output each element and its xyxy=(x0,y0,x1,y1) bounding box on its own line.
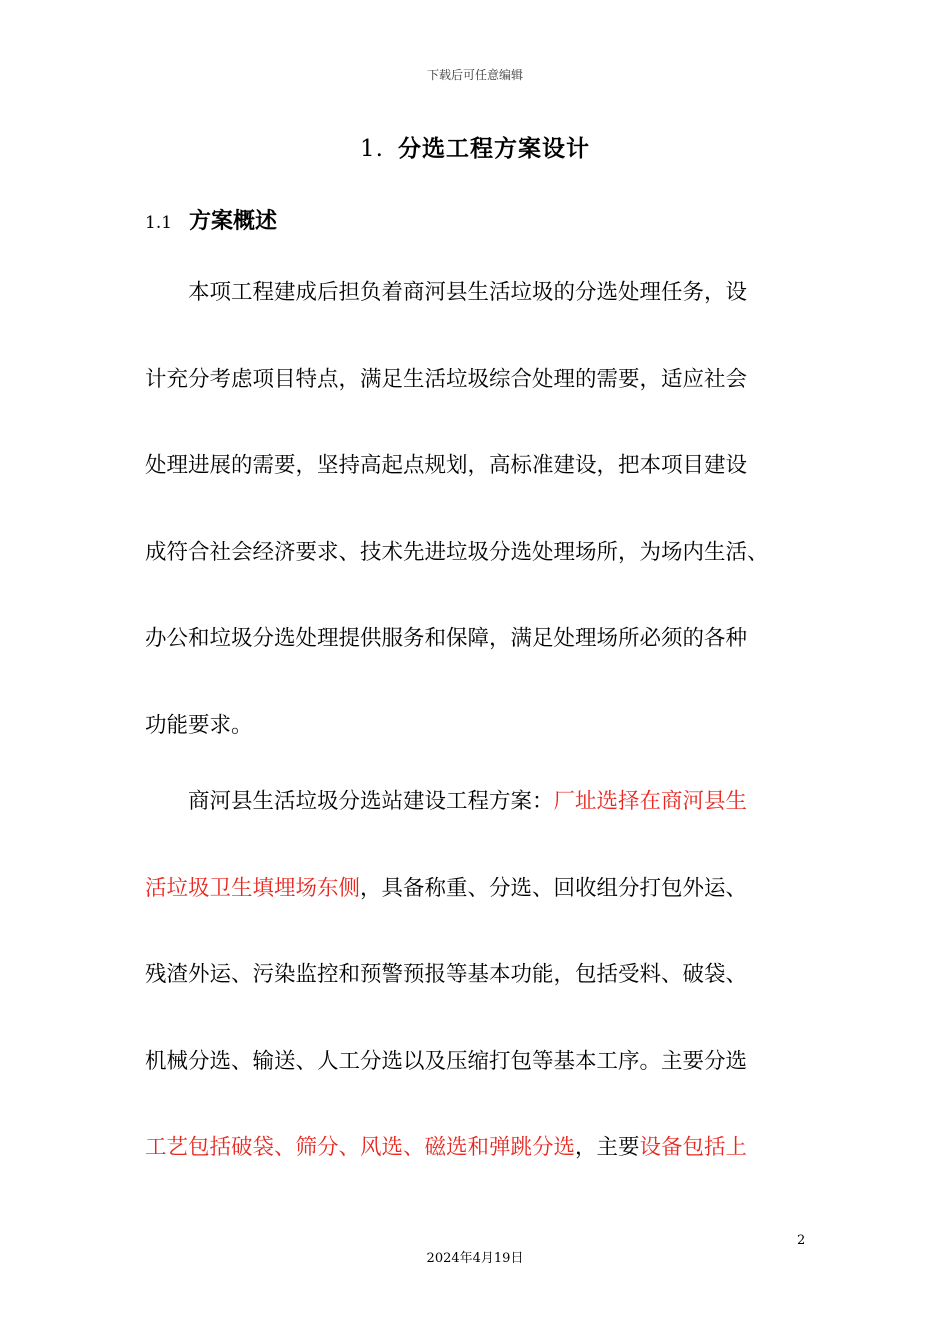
section-heading-text: 方案概述 xyxy=(189,209,278,234)
page-footer-date: 2024年4月19日 xyxy=(426,1251,524,1266)
process-highlight-text: 工艺包括破袋、筛分、风选、磁选和弹跳分选 xyxy=(145,1135,576,1160)
chapter-title xyxy=(0,130,950,163)
paragraph-line xyxy=(145,1105,815,1192)
connector-text: ，主要 xyxy=(575,1135,640,1160)
paragraph-line xyxy=(145,846,815,933)
page-number: 2 xyxy=(797,1233,806,1248)
section-number: 1.1 xyxy=(145,213,173,233)
paragraph-line: 残渣外运、污染监控和预警预报等基本功能，包括受料、破袋、 xyxy=(145,962,748,987)
functions-text: ，具备称重、分选、回收组分打包外运、 xyxy=(360,875,748,901)
site-highlight-text: 活垃圾卫生填埋场东侧 xyxy=(145,875,361,901)
section-heading xyxy=(145,204,277,235)
chapter-title-text: 分选工程方案设计 xyxy=(397,136,590,162)
plan-intro-text: 商河县生活垃圾分选站建设工程方案： xyxy=(188,789,554,814)
paragraph-line xyxy=(145,759,815,846)
site-highlight-text: 厂址选择在商河县生 xyxy=(553,789,748,814)
paragraph-line: 处理进展的需要，坚持高起点规划，高标准建设，把本项目建设 xyxy=(145,453,748,478)
chapter-number: 1. xyxy=(360,136,384,162)
page-header: 下载后可任意编辑 xyxy=(426,68,523,82)
paragraph-plan xyxy=(145,759,815,1192)
paragraph-line: 本项工程建成后担负着商河县生活垃圾的分选处理任务，设 xyxy=(188,280,748,305)
paragraph-line: 成符合社会经济要求、技术先进垃圾分选处理场所，为场内生活、 xyxy=(145,539,769,565)
paragraph-line: 机械分选、输送、人工分选以及压缩打包等基本工序。主要分选 xyxy=(145,1048,748,1074)
paragraph-overview xyxy=(145,250,815,769)
paragraph-line: 功能要求。 xyxy=(145,712,253,738)
paragraph-line: 办公和垃圾分选处理提供服务和保障，满足处理场所必须的各种 xyxy=(145,626,748,651)
paragraph-line: 计充分考虑项目特点，满足生活垃圾综合处理的需要，适应社会 xyxy=(145,366,748,392)
equipment-highlight-text: 设备包括上 xyxy=(639,1135,748,1160)
